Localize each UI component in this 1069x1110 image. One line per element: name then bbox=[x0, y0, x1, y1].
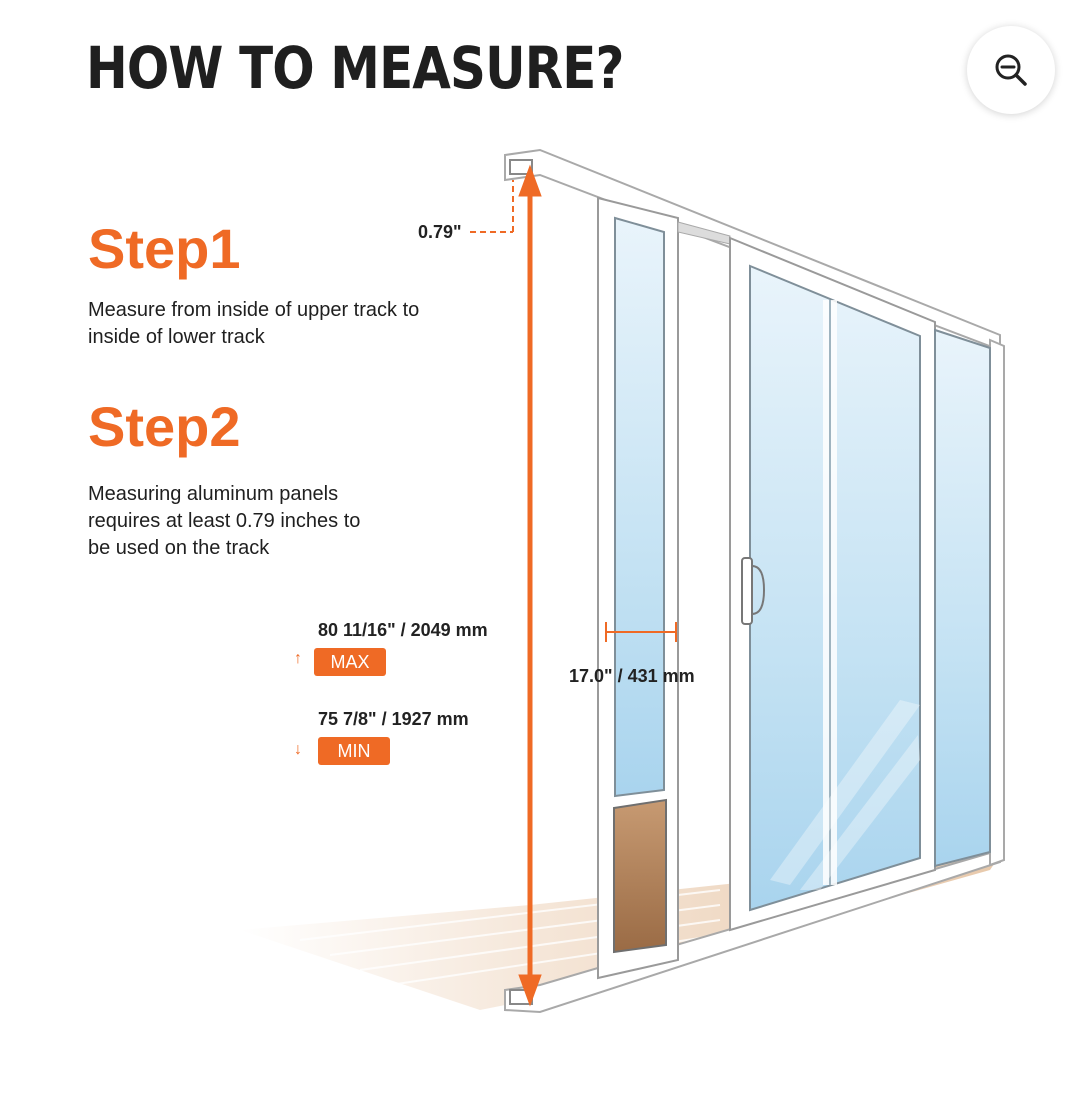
page-title: HOW TO MEASURE? bbox=[86, 34, 624, 102]
fixed-glass bbox=[935, 330, 990, 866]
step2-title: Step2 bbox=[88, 395, 241, 458]
up-arrow-icon: ↑ bbox=[294, 650, 302, 667]
down-arrow-icon: ↓ bbox=[294, 741, 302, 758]
step1-title: Step1 bbox=[88, 217, 241, 280]
min-badge: MIN bbox=[318, 737, 390, 765]
min-value: 75 7/8" / 1927 mm bbox=[318, 709, 469, 729]
max-badge: MAX bbox=[314, 648, 386, 676]
panel-glass bbox=[615, 218, 664, 796]
step2-text: Measuring aluminum panels requires at least 0.79 inches to be used on the track bbox=[88, 483, 361, 559]
step1-text: Measure from inside of upper track to inside of lower track bbox=[88, 299, 420, 348]
panel-width-label: 17.0" / 431 mm bbox=[569, 666, 695, 686]
pet-flap bbox=[614, 800, 666, 952]
track-gap-label: 0.79" bbox=[418, 222, 462, 242]
door-handle bbox=[742, 558, 752, 624]
right-jamb bbox=[990, 340, 1004, 865]
max-value: 80 11/16" / 2049 mm bbox=[318, 620, 488, 640]
